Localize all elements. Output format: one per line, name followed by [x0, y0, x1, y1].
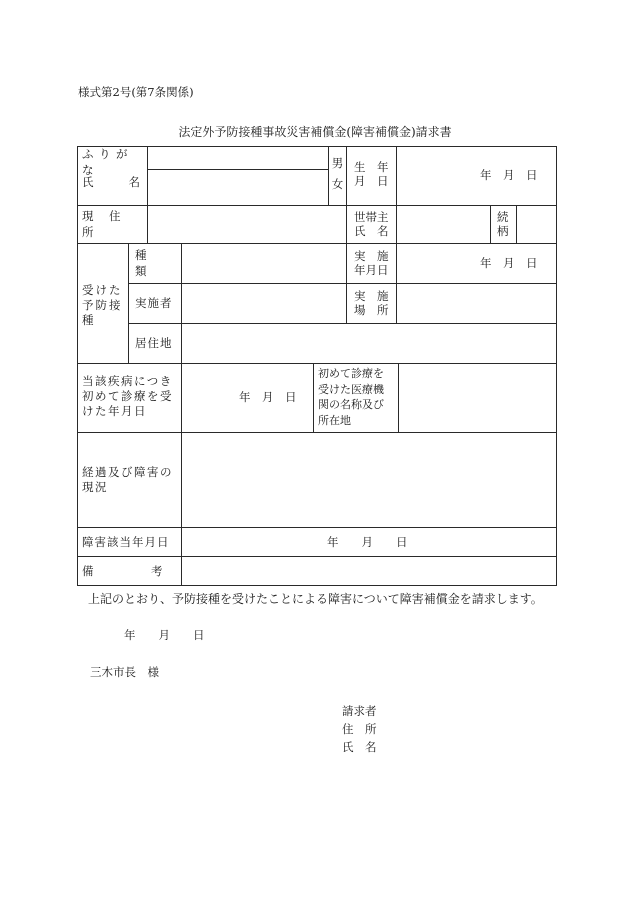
- row-divider-provider: [128, 283, 557, 284]
- table-border-bottom: [77, 585, 557, 586]
- disability-date-field[interactable]: 年 月 日: [327, 535, 408, 549]
- progress-label: 経過及び障害の 現況: [82, 465, 173, 494]
- col-divider-vaccination-group: [128, 243, 129, 363]
- residence-label: 居住地: [135, 336, 173, 350]
- remarks-field[interactable]: [183, 558, 555, 584]
- row-divider-remarks: [77, 556, 557, 557]
- household-head-field[interactable]: [398, 207, 488, 241]
- row-divider-address: [77, 205, 557, 206]
- birth-date-field[interactable]: 年 月 日: [480, 168, 538, 182]
- birth-date-label: 生 年 月 日: [354, 160, 389, 188]
- first-clinic-label: 初めて診療を 受けた医療機 関の名称及び 所在地: [318, 367, 384, 427]
- provider-field[interactable]: [183, 285, 344, 321]
- disability-date-label: 障害該当年月日: [82, 535, 170, 549]
- table-border-left: [77, 146, 78, 586]
- claim-statement: 上記のとおり、予防接種を受けたことによる障害について障害補償金を請求します。: [88, 592, 543, 606]
- date-performed-field[interactable]: 年 月 日: [480, 256, 538, 270]
- name-field[interactable]: [149, 171, 327, 204]
- col-divider-first-clinic-right: [398, 363, 399, 432]
- address-field[interactable]: [149, 207, 344, 241]
- claimant-block: [342, 702, 377, 756]
- col-divider-first-clinic-left: [313, 363, 314, 432]
- claimant-label: 請求者: [342, 704, 377, 718]
- claimant-name-label: 氏 名: [342, 740, 377, 754]
- provider-label: 実施者: [135, 296, 173, 310]
- first-visit-date-label: 当該疾病につき 初めて診療を受 けた年月日: [82, 374, 173, 418]
- col-divider-sublabel: [181, 243, 182, 585]
- row-divider-first-visit: [77, 363, 557, 364]
- date-performed-label: 実 施 年月日: [354, 249, 389, 277]
- addressee: 三木市長 様: [90, 665, 159, 679]
- sex-female-option[interactable]: 女: [331, 177, 344, 191]
- col-divider-sex-right: [346, 146, 347, 205]
- vaccine-type-field[interactable]: [183, 245, 344, 281]
- col-divider-relation-left: [490, 205, 491, 243]
- place-performed-label: 実 施 場 所: [354, 289, 389, 317]
- name-label: 氏 名: [82, 175, 140, 189]
- row-divider-disability-date: [77, 527, 557, 528]
- vaccine-type-label: 種 類: [135, 248, 164, 278]
- col-divider-right-label: [396, 146, 397, 323]
- furigana-label: ふりがな: [82, 147, 133, 177]
- furigana-field[interactable]: [149, 147, 327, 168]
- vaccination-group-label: 受けた 予防接 種: [82, 283, 123, 327]
- col-divider-right-label-left: [346, 205, 347, 323]
- document-title: 法定外予防接種事故災害補償金(障害補償金)請求書: [178, 125, 452, 139]
- row-divider-progress: [77, 432, 557, 433]
- place-performed-field[interactable]: [398, 285, 555, 321]
- col-divider-relation-right: [516, 205, 517, 243]
- furigana-underline: [148, 169, 328, 170]
- progress-field[interactable]: [183, 434, 555, 525]
- relation-label: 続 柄: [497, 210, 509, 238]
- row-divider-vaccination: [77, 243, 557, 244]
- first-visit-date-field[interactable]: 年 月 日: [239, 390, 297, 404]
- col-divider-label: [147, 146, 148, 243]
- row-divider-residence: [128, 323, 557, 324]
- sex-male-option[interactable]: 男: [331, 156, 344, 170]
- form-number-header: 様式第2号(第7条関係): [78, 85, 194, 99]
- remarks-label: 備 考: [82, 564, 163, 578]
- table-border-right: [556, 146, 557, 586]
- residence-field[interactable]: [183, 325, 555, 361]
- household-head-label: 世帯主 氏 名: [354, 210, 389, 238]
- address-label: 現 住 所: [82, 209, 136, 239]
- claim-date-line[interactable]: 年 月 日: [124, 628, 205, 642]
- first-clinic-field[interactable]: [400, 365, 555, 430]
- relation-field[interactable]: [518, 207, 555, 241]
- claimant-address-label: 住 所: [342, 722, 377, 736]
